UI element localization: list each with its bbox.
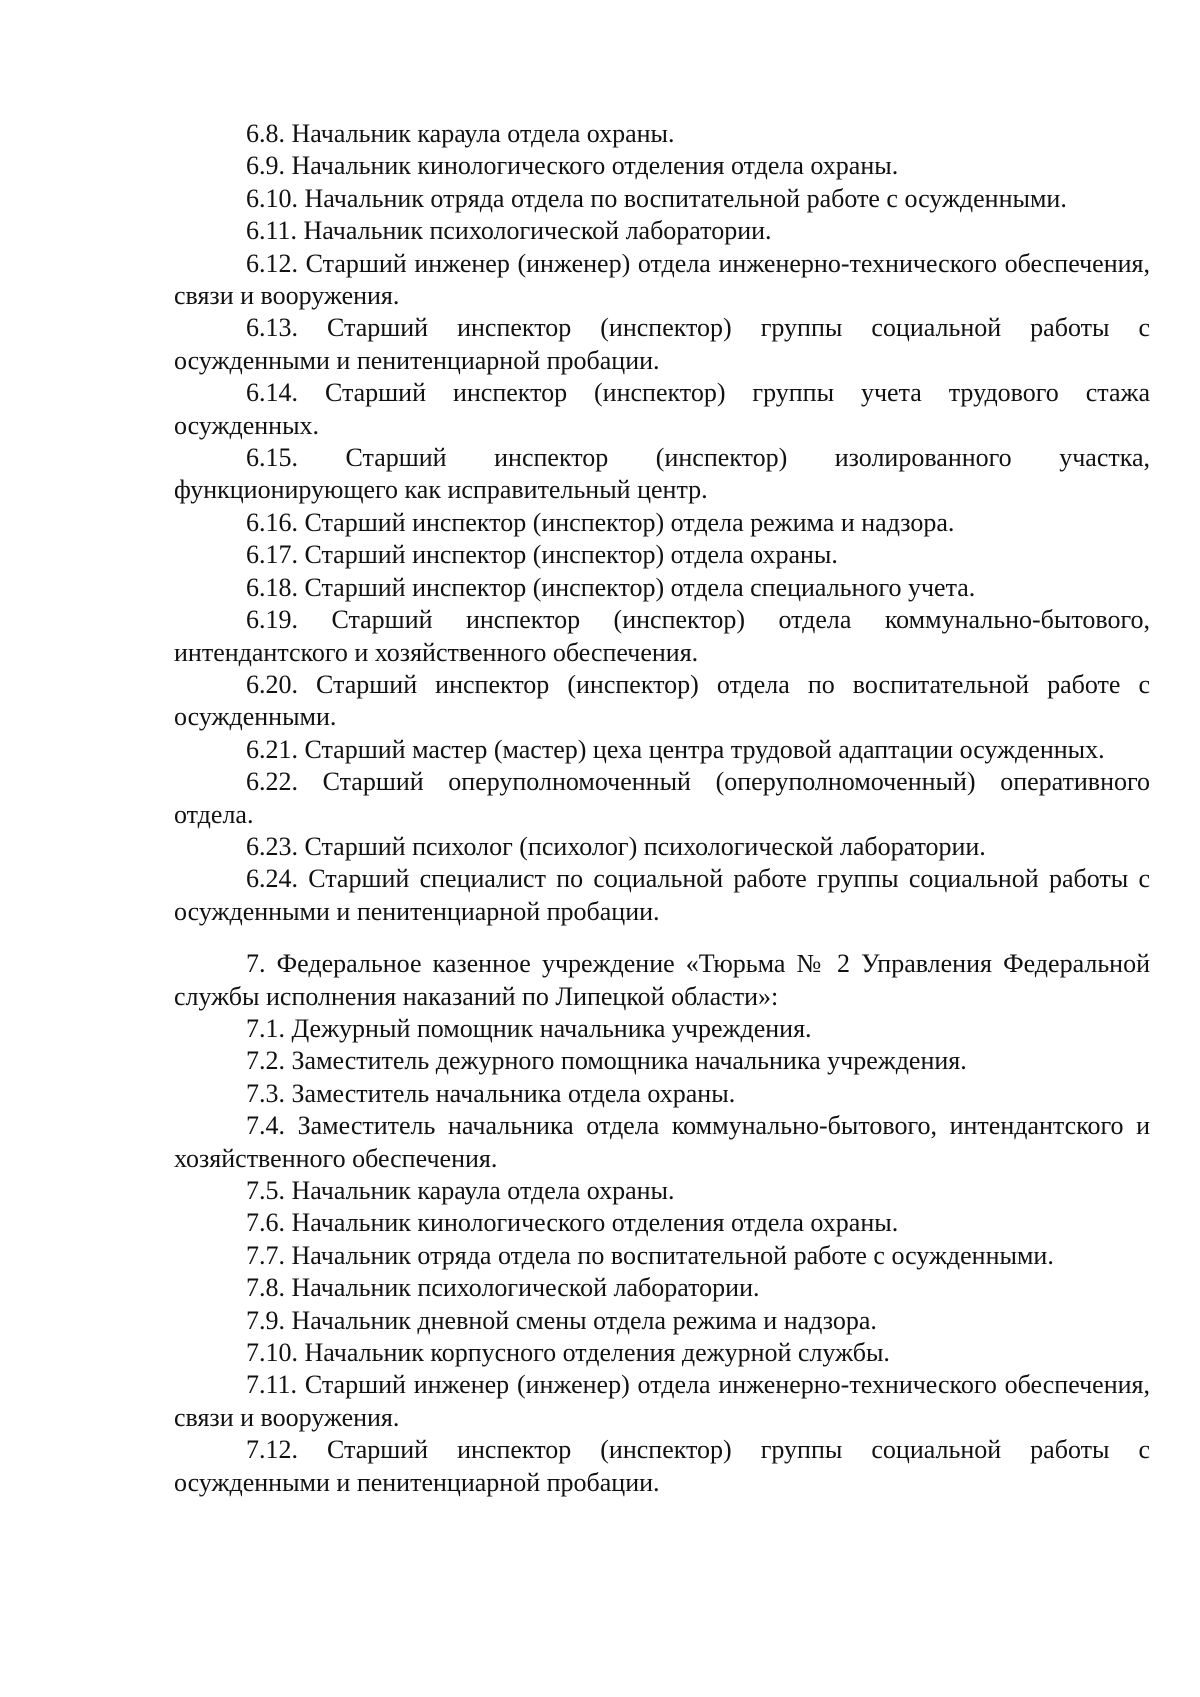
list-item: 7.1. Дежурный помощник начальника учреждения. <box>246 1013 812 1043</box>
list-item: 7.3. Заместитель начальника отдела охраны. <box>246 1078 736 1108</box>
list-item: 6.15. Старший инспектор (инспектор) изолированного участка, функционирующего как исправительный центр. <box>174 443 1150 505</box>
list-item: 7.12. Старший инспектор (инспектор) группы социальной работы с осужденными и пенитенциарной пробации. <box>174 1435 1150 1497</box>
list-item: 6.24. Старший специалист по социальной работе группы социальной работы с осужденными и пенитенциарной пробации. <box>174 864 1150 926</box>
list-item: 7.10. Начальник корпусного отделения дежурной службы. <box>246 1338 890 1368</box>
list-item: 6.22. Старший оперуполномоченный (оперуполномоченный) оперативного отдела. <box>174 767 1150 829</box>
list-item: 7.4. Заместитель начальника отдела коммунально-бытового, интендантского и хозяйственного обеспечения. <box>174 1111 1150 1173</box>
document-body <box>174 118 1150 1499</box>
list-item: 6.19. Старший инспектор (инспектор) отдела коммунально-бытового, интендантского и хозяйственного обеспечения. <box>174 605 1150 667</box>
list-item: 6.12. Старший инженер (инженер) отдела инженерно-технического обеспечения, связи и вооружения. <box>174 248 1150 311</box>
list-item: 7.6. Начальник кинологического отделения отдела охраны. <box>246 1208 899 1238</box>
list-item: 7.2. Заместитель дежурного помощника начальника учреждения. <box>246 1046 967 1076</box>
section-spacer <box>174 928 1150 948</box>
list-item: 7.8. Начальник психологической лаборатории. <box>246 1273 760 1303</box>
list-item: 6.20. Старший инспектор (инспектор) отдела по воспитательной работе с осужденными. <box>174 669 1150 732</box>
list-item: 6.17. Старший инспектор (инспектор) отдела охраны. <box>246 540 838 570</box>
list-item: 6.9. Начальник кинологического отделения отдела охраны. <box>246 151 899 181</box>
list-item: 6.8. Начальник караула отдела охраны. <box>246 119 675 148</box>
list-item: 7.11. Старший инженер (инженер) отдела инженерно-технического обеспечения, связи и вооружения. <box>174 1370 1150 1432</box>
list-item: 6.14. Старший инспектор (инспектор) группы учета трудового стажа осужденных. <box>174 378 1150 440</box>
list-item: 6.11. Начальник психологической лаборатории. <box>246 216 772 246</box>
list-item: 6.18. Старший инспектор (инспектор) отдела специального учета. <box>246 572 976 602</box>
list-item: 6.23. Старший психолог (психолог) психологической лаборатории. <box>246 831 986 861</box>
list-item: 7.7. Начальник отряда отдела по воспитательной работе с осужденными. <box>246 1240 1054 1270</box>
list-item: 7.5. Начальник караула отдела охраны. <box>246 1176 675 1205</box>
list-item: 6.13. Старший инспектор (инспектор) группы социальной работы с осужденными и пенитенциарной пробации. <box>174 313 1150 375</box>
section-heading: 7. Федеральное казенное учреждение «Тюрьма № 2 Управления Федеральной службы исполнения наказаний по Липецкой области»: <box>174 949 1150 1011</box>
list-item: 6.10. Начальник отряда отдела по воспитательной работе с осужденными. <box>246 183 1067 213</box>
list-item: 6.16. Старший инспектор (инспектор) отдела режима и надзора. <box>246 507 955 537</box>
list-item: 6.21. Старший мастер (мастер) цеха центра трудовой адаптации осужденных. <box>246 734 1105 764</box>
list-item: 7.9. Начальник дневной смены отдела режима и надзора. <box>246 1305 877 1335</box>
